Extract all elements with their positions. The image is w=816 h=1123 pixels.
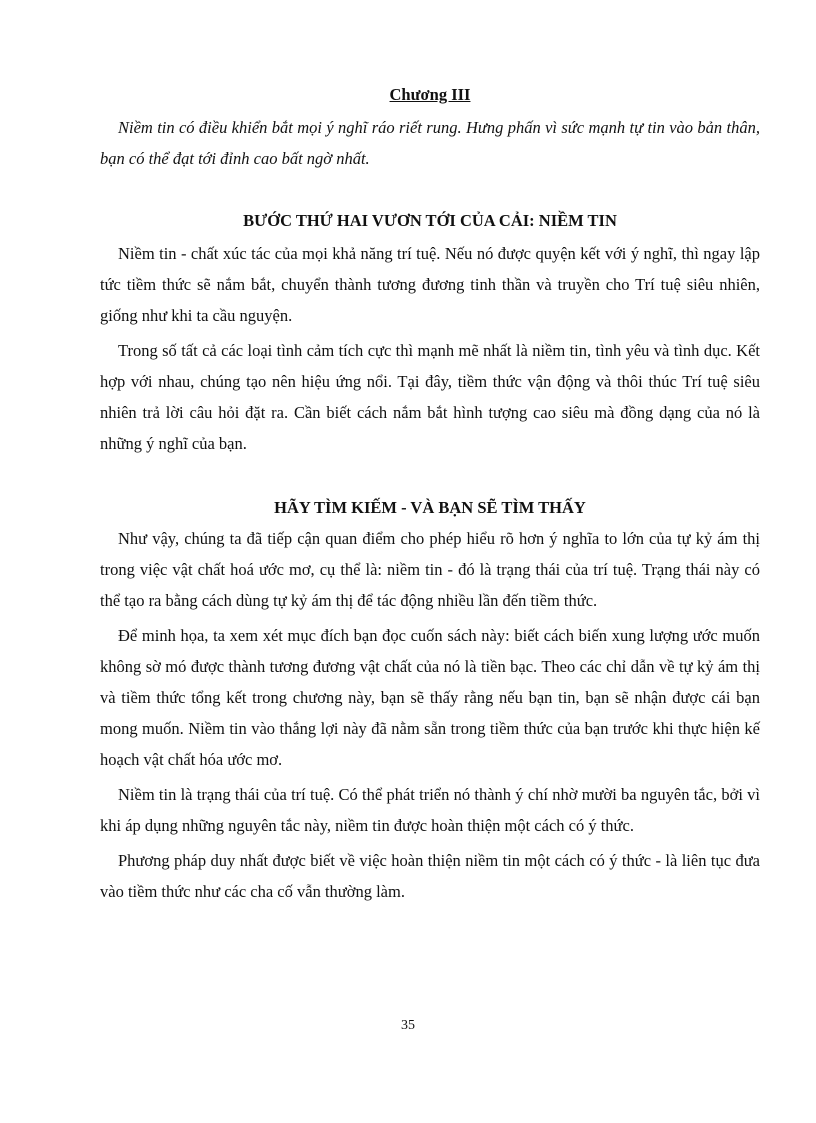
paragraph: Niềm tin - chất xúc tác của mọi khả năng trí tuệ. Nếu nó được quyện kết với ý nghĩ, thì ngay lập tức tiềm thức sẽ nắm bắt, chuyển thành tương đương tinh thần và truyền cho Trí tuệ siêu nhiên, giống như khi ta cầu nguyện. — [100, 244, 760, 325]
section-heading-1: BƯỚC THỨ HAI VƯƠN TỚI CỦA CẢI: NIỀM TIN — [243, 211, 617, 230]
chapter-epigraph: Niềm tin có điều khiển bắt mọi ý nghĩ ráo riết rung. Hưng phấn vì sức mạnh tự tin vào bản thân, bạn có thể đạt tới đỉnh cao bất ngờ nhất. — [100, 118, 760, 168]
section-heading-2: HÃY TÌM KIẾM - VÀ BẠN SẼ TÌM THẤY — [274, 498, 586, 517]
page-number: 35 — [401, 1018, 415, 1033]
chapter-title: Chương III — [389, 85, 471, 104]
document-page — [100, 82, 760, 911]
paragraph: Để minh họa, ta xem xét mục đích bạn đọc cuốn sách này: biết cách biến xung lượng ước muốn không sờ mó được thành tương đương vật chất của nó là tiền bạc. Theo các chỉ dẫn về tự kỷ ám thị và tiềm thức tổng kết trong chương này, bạn sẽ thấy rằng nếu bạn tin, bạn sẽ nhận được cái bạn mong muốn. Niềm tin vào thắng lợi này đã nằm sẵn trong tiềm thức của bạn trước khi thực hiện kế hoạch vật chất hóa ước mơ. — [100, 626, 760, 769]
paragraph: Niềm tin là trạng thái của trí tuệ. Có thể phát triển nó thành ý chí nhờ mười ba nguyên tắc, bởi vì khi áp dụng những nguyên tắc này, niềm tin được hoàn thiện một cách có ý thức. — [100, 785, 760, 835]
paragraph: Như vậy, chúng ta đã tiếp cận quan điểm cho phép hiểu rõ hơn ý nghĩa to lớn của tự kỷ ám thị trong việc vật chất hoá ước mơ, cụ thể là: niềm tin - đó là trạng thái của trí tuệ. Trạng thái này có thể tạo ra bằng cách dùng tự kỷ ám thị để tác động nhiều lần đến tiềm thức. — [100, 529, 760, 610]
paragraph: Trong số tất cả các loại tình cảm tích cực thì mạnh mẽ nhất là niềm tin, tình yêu và tình dục. Kết hợp với nhau, chúng tạo nên hiệu ứng nổi. Tại đây, tiềm thức vận động và thôi thúc Trí tuệ siêu nhiên trả lời câu hỏi đặt ra. Cần biết cách nắm bắt hình tượng cao siêu mà đồng dạng của nó là những ý nghĩ của bạn. — [100, 341, 760, 453]
paragraph: Phương pháp duy nhất được biết về việc hoàn thiện niềm tin một cách có ý thức - là liên tục đưa vào tiềm thức như các cha cố vẫn thường làm. — [100, 851, 760, 901]
